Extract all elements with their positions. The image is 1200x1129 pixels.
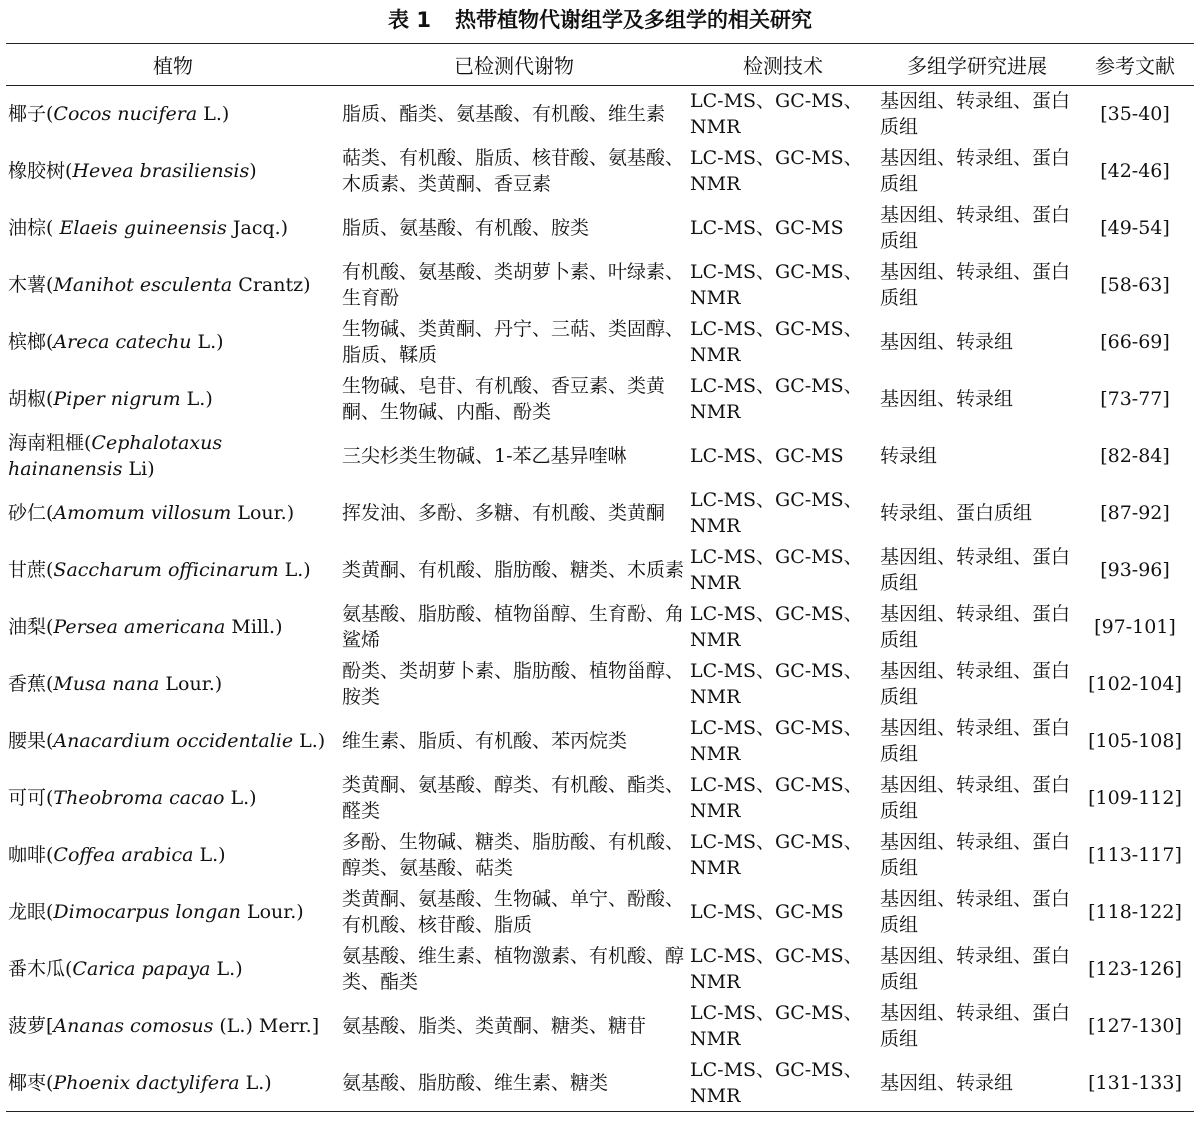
plant-cell xyxy=(6,371,340,428)
plant-cell xyxy=(6,542,340,599)
plant-latin-name: Cephalotaxus hainanensis xyxy=(8,432,223,480)
plant-cell xyxy=(6,599,340,656)
plant-cell xyxy=(6,314,340,371)
metabolites-cell: 有机酸、氨基酸、类胡萝卜素、叶绿素、生育酚 xyxy=(342,261,685,309)
metabolites-cell: 类黄酮、氨基酸、醇类、有机酸、酯类、醛类 xyxy=(342,774,685,822)
technique-cell: LC-MS、GC-MS xyxy=(690,445,844,467)
plant-author: L.) xyxy=(224,787,257,809)
technique-cell: LC-MS、GC-MS、NMR xyxy=(690,660,863,708)
plant-chinese-name: 香蕉( xyxy=(8,673,54,695)
plant-author: Lour.) xyxy=(240,901,304,923)
references-cell: [97-101] xyxy=(1094,616,1176,638)
plant-author: Crantz) xyxy=(232,274,311,296)
table-row xyxy=(6,827,1194,884)
plant-chinese-name: 槟榔( xyxy=(8,331,54,353)
plant-author: Mill.) xyxy=(225,616,283,638)
table-row xyxy=(6,998,1194,1055)
plant-author: L.) xyxy=(293,730,326,752)
plant-chinese-name: 油棕( xyxy=(8,217,60,239)
omics-cell: 基因组、转录组 xyxy=(880,331,1014,353)
references-cell: [118-122] xyxy=(1088,901,1182,923)
technique-cell: LC-MS、GC-MS、NMR xyxy=(690,261,863,309)
plant-cell xyxy=(6,941,340,998)
plant-cell xyxy=(6,200,340,257)
plant-cell xyxy=(6,1055,340,1112)
table-header-row xyxy=(6,44,1194,86)
header-omics: 多组学研究进展 xyxy=(878,44,1076,86)
plant-author: Li) xyxy=(122,458,155,480)
plant-author: L.) xyxy=(180,388,213,410)
table-row xyxy=(6,485,1194,542)
metabolites-cell: 酚类、类胡萝卜素、脂肪酸、植物甾醇、胺类 xyxy=(342,660,685,708)
table-body xyxy=(6,86,1194,1112)
plant-latin-name: Carica papaya xyxy=(72,958,211,980)
metabolites-cell: 三尖杉类生物碱、1-苯乙基异喹啉 xyxy=(342,445,627,467)
omics-cell: 基因组、转录组、蛋白质组 xyxy=(880,1002,1071,1050)
header-metabolites: 已检测代谢物 xyxy=(340,44,688,86)
table-row xyxy=(6,941,1194,998)
metabolites-cell: 类黄酮、有机酸、脂肪酸、糖类、木质素 xyxy=(342,559,685,581)
header-technique: 检测技术 xyxy=(688,44,878,86)
table-row xyxy=(6,542,1194,599)
table-row xyxy=(6,314,1194,371)
plant-cell xyxy=(6,656,340,713)
table-title: 热带植物代谢组学及多组学的相关研究 xyxy=(454,8,812,32)
plant-author: ) xyxy=(249,160,257,182)
table-row xyxy=(6,884,1194,941)
references-cell: [73-77] xyxy=(1100,388,1170,410)
table-row xyxy=(6,143,1194,200)
technique-cell: LC-MS、GC-MS、NMR xyxy=(690,774,863,822)
references-cell: [42-46] xyxy=(1100,160,1170,182)
plant-latin-name: Saccharum officinarum xyxy=(53,559,279,581)
omics-cell: 基因组、转录组、蛋白质组 xyxy=(880,945,1071,993)
metabolites-cell: 氨基酸、脂肪酸、植物甾醇、生育酚、角鲨烯 xyxy=(342,603,685,651)
table-row xyxy=(6,656,1194,713)
omics-cell: 转录组、蛋白质组 xyxy=(880,502,1033,524)
table-number: 表 1 xyxy=(388,8,431,32)
omics-cell: 基因组、转录组、蛋白质组 xyxy=(880,660,1071,708)
plant-cell xyxy=(6,770,340,827)
plant-author: L.) xyxy=(193,844,226,866)
technique-cell: LC-MS、GC-MS、NMR xyxy=(690,489,863,537)
omics-cell: 基因组、转录组 xyxy=(880,388,1014,410)
plant-latin-name: Musa nana xyxy=(53,673,160,695)
technique-cell: LC-MS、GC-MS xyxy=(690,217,844,239)
technique-cell: LC-MS、GC-MS xyxy=(690,901,844,923)
table-caption xyxy=(0,6,1200,34)
plant-cell xyxy=(6,884,340,941)
plant-cell xyxy=(6,485,340,542)
table-row xyxy=(6,428,1194,485)
references-cell: [93-96] xyxy=(1100,559,1170,581)
plant-cell xyxy=(6,713,340,770)
plant-author: L.) xyxy=(239,1071,272,1094)
references-cell: [66-69] xyxy=(1100,331,1170,353)
research-table xyxy=(6,43,1194,1112)
plant-latin-name: Areca catechu xyxy=(53,331,192,353)
plant-chinese-name: 油梨( xyxy=(8,616,54,638)
references-cell: [82-84] xyxy=(1100,445,1170,467)
technique-cell: LC-MS、GC-MS、NMR xyxy=(690,1058,863,1107)
omics-cell: 基因组、转录组、蛋白质组 xyxy=(880,147,1071,195)
omics-cell: 基因组、转录组、蛋白质组 xyxy=(880,717,1071,765)
technique-cell: LC-MS、GC-MS、NMR xyxy=(690,375,863,423)
references-cell: [58-63] xyxy=(1100,274,1170,296)
table-row xyxy=(6,86,1194,143)
references-cell: [49-54] xyxy=(1100,217,1170,239)
plant-chinese-name: 木薯( xyxy=(8,274,54,296)
technique-cell: LC-MS、GC-MS、NMR xyxy=(690,147,863,195)
plant-author: L.) xyxy=(197,103,230,126)
plant-latin-name: Cocos nucifera xyxy=(53,103,198,126)
plant-author: L.) xyxy=(278,559,311,581)
references-cell: [87-92] xyxy=(1100,502,1170,524)
plant-latin-name: Manihot esculenta xyxy=(53,274,233,296)
plant-cell xyxy=(6,86,340,143)
table-row xyxy=(6,599,1194,656)
references-cell: [109-112] xyxy=(1088,787,1182,809)
plant-latin-name: Amomum villosum xyxy=(53,502,232,524)
table-row xyxy=(6,713,1194,770)
metabolites-cell: 生物碱、类黄酮、丹宁、三萜、类固醇、脂质、鞣质 xyxy=(342,318,685,366)
metabolites-cell: 氨基酸、脂肪酸、维生素、糖类 xyxy=(342,1071,609,1094)
technique-cell: LC-MS、GC-MS、NMR xyxy=(690,945,863,993)
technique-cell: LC-MS、GC-MS、NMR xyxy=(690,603,863,651)
plant-latin-name: Dimocarpus longan xyxy=(53,901,241,923)
plant-chinese-name: 可可( xyxy=(8,787,54,809)
plant-chinese-name: 海南粗榧( xyxy=(8,432,92,454)
plant-cell xyxy=(6,143,340,200)
plant-author: Lour.) xyxy=(159,673,223,695)
plant-chinese-name: 橡胶树( xyxy=(8,160,73,182)
plant-latin-name: Persea americana xyxy=(53,616,226,638)
plant-chinese-name: 菠萝[ xyxy=(8,1015,54,1037)
table-row xyxy=(6,770,1194,827)
omics-cell: 基因组、转录组、蛋白质组 xyxy=(880,603,1071,651)
omics-cell: 基因组、转录组、蛋白质组 xyxy=(880,261,1071,309)
technique-cell: LC-MS、GC-MS、NMR xyxy=(690,318,863,366)
technique-cell: LC-MS、GC-MS、NMR xyxy=(690,90,863,139)
table-row xyxy=(6,371,1194,428)
metabolites-cell: 氨基酸、脂类、类黄酮、糖类、糖苷 xyxy=(342,1015,647,1037)
plant-cell xyxy=(6,998,340,1055)
plant-author: Lour.) xyxy=(231,502,295,524)
references-cell: [102-104] xyxy=(1088,673,1182,695)
plant-author: Jacq.) xyxy=(226,217,289,239)
references-cell: [127-130] xyxy=(1088,1015,1182,1037)
plant-chinese-name: 咖啡( xyxy=(8,844,54,866)
metabolites-cell: 类黄酮、氨基酸、生物碱、单宁、酚酸、有机酸、核苷酸、脂质 xyxy=(342,888,685,936)
plant-chinese-name: 椰枣( xyxy=(8,1071,54,1094)
plant-author: L.) xyxy=(191,331,224,353)
references-cell: [35-40] xyxy=(1100,103,1170,126)
metabolites-cell: 脂质、氨基酸、有机酸、胺类 xyxy=(342,217,590,239)
header-references: 参考文献 xyxy=(1076,44,1194,86)
omics-cell: 转录组 xyxy=(880,445,938,467)
references-cell: [113-117] xyxy=(1088,844,1182,866)
metabolites-cell: 生物碱、皂苷、有机酸、香豆素、类黄酮、生物碱、内酯、酚类 xyxy=(342,375,666,423)
technique-cell: LC-MS、GC-MS、NMR xyxy=(690,831,863,879)
plant-chinese-name: 胡椒( xyxy=(8,388,54,410)
plant-chinese-name: 龙眼( xyxy=(8,901,54,923)
plant-latin-name: Theobroma cacao xyxy=(53,787,225,809)
references-cell: [105-108] xyxy=(1088,730,1182,752)
omics-cell: 基因组、转录组、蛋白质组 xyxy=(880,90,1071,139)
plant-chinese-name: 番木瓜( xyxy=(8,958,73,980)
omics-cell: 基因组、转录组、蛋白质组 xyxy=(880,831,1071,879)
plant-latin-name: Hevea brasiliensis xyxy=(72,160,250,182)
plant-latin-name: Elaeis guineensis xyxy=(59,217,227,239)
plant-chinese-name: 腰果( xyxy=(8,730,54,752)
plant-author: (L.) Merr.] xyxy=(213,1015,320,1037)
references-cell: [123-126] xyxy=(1088,958,1182,980)
metabolites-cell: 萜类、有机酸、脂质、核苷酸、氨基酸、木质素、类黄酮、香豆素 xyxy=(342,147,685,195)
plant-cell xyxy=(6,428,340,485)
table-row xyxy=(6,200,1194,257)
table-row xyxy=(6,1055,1194,1112)
technique-cell: LC-MS、GC-MS、NMR xyxy=(690,546,863,594)
metabolites-cell: 脂质、酯类、氨基酸、有机酸、维生素 xyxy=(342,103,666,126)
plant-latin-name: Anacardium occidentalie xyxy=(53,730,294,752)
table-row xyxy=(6,257,1194,314)
references-cell: [131-133] xyxy=(1088,1071,1182,1094)
plant-latin-name: Piper nigrum xyxy=(53,388,181,410)
technique-cell: LC-MS、GC-MS、NMR xyxy=(690,717,863,765)
plant-latin-name: Coffea arabica xyxy=(53,844,194,866)
plant-chinese-name: 砂仁( xyxy=(8,502,54,524)
plant-chinese-name: 椰子( xyxy=(8,103,54,126)
omics-cell: 基因组、转录组 xyxy=(880,1071,1014,1094)
plant-author: L.) xyxy=(210,958,243,980)
plant-cell xyxy=(6,257,340,314)
omics-cell: 基因组、转录组、蛋白质组 xyxy=(880,204,1071,252)
plant-cell xyxy=(6,827,340,884)
metabolites-cell: 挥发油、多酚、多糖、有机酸、类黄酮 xyxy=(342,502,666,524)
omics-cell: 基因组、转录组、蛋白质组 xyxy=(880,888,1071,936)
metabolites-cell: 氨基酸、维生素、植物激素、有机酸、醇类、酯类 xyxy=(342,945,685,993)
header-plant: 植物 xyxy=(6,44,340,86)
metabolites-cell: 维生素、脂质、有机酸、苯丙烷类 xyxy=(342,730,628,752)
metabolites-cell: 多酚、生物碱、糖类、脂肪酸、有机酸、醇类、氨基酸、萜类 xyxy=(342,831,685,879)
plant-chinese-name: 甘蔗( xyxy=(8,559,54,581)
plant-latin-name: Ananas comosus xyxy=(53,1015,214,1037)
omics-cell: 基因组、转录组、蛋白质组 xyxy=(880,546,1071,594)
technique-cell: LC-MS、GC-MS、NMR xyxy=(690,1002,863,1050)
omics-cell: 基因组、转录组、蛋白质组 xyxy=(880,774,1071,822)
plant-latin-name: Phoenix dactylifera xyxy=(53,1071,240,1094)
